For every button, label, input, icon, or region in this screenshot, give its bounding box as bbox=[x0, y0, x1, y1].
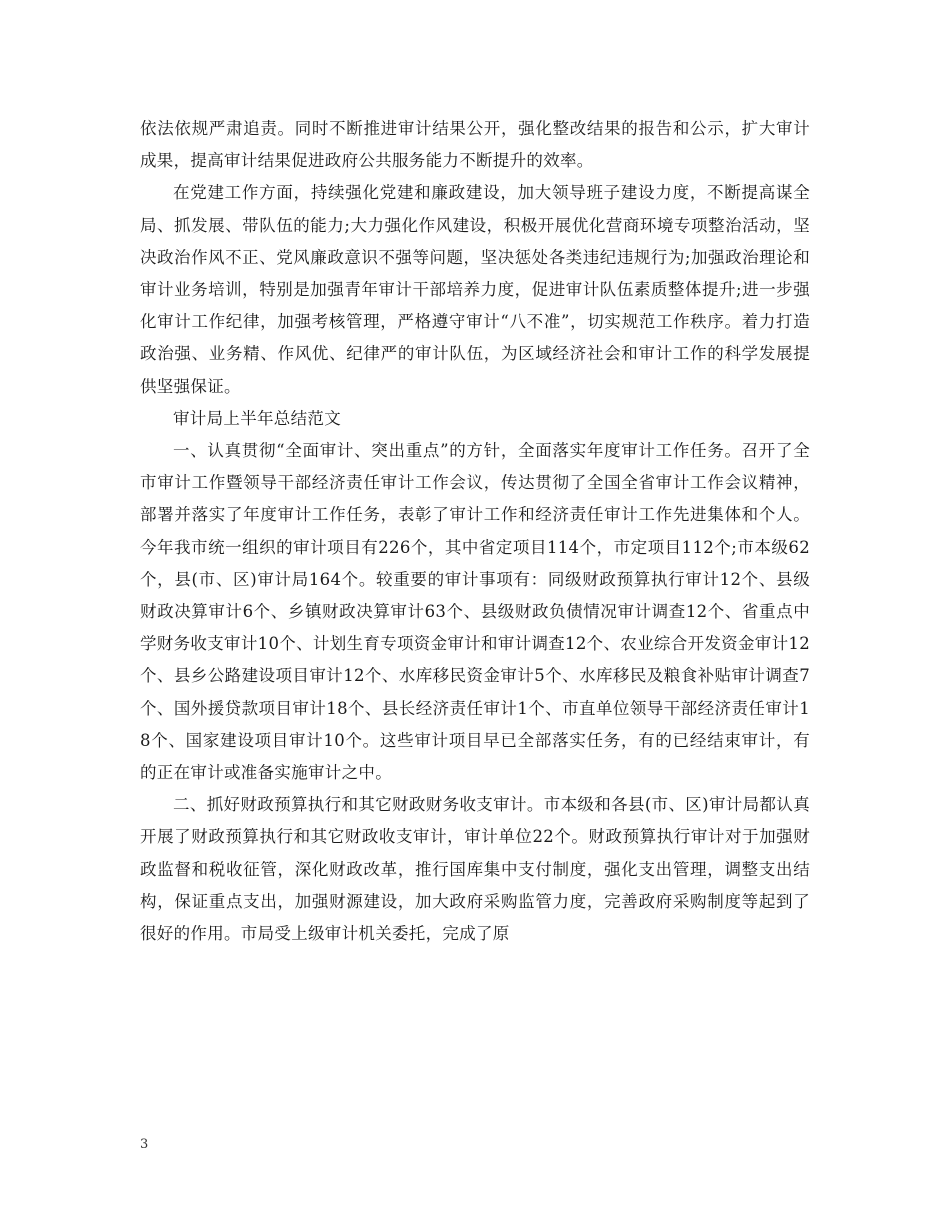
paragraph-1: 依法依规严肃追责。同时不断推进审计结果公开，强化整改结果的报告和公示，扩大审计成果，提高审计结果促进政府公共服务能力不断提升的效率。 bbox=[140, 119, 810, 171]
paragraph-2: 在党建工作方面，持续强化党建和廉政建设，加大领导班子建设力度，不断提高谋全局、抓发展、带队伍的能力;大力强化作风建设，积极开展优化营商环境专项整治活动，坚决政治作风不正、党风廉政意识不强等问题，坚决惩处各类违纪违规行为;加强政治理论和审计业务培训，特别是加强青年审计干部培养力度，促进审计队伍素质整体提升;进一步强化审计工作纪律，加强考核管理，严格遵守审计“八不准”，切实规范工作秩序。着力打造政治强、业务精、作风优、纪律严的审计队伍，为区域经济社会和审计工作的科学发展提供坚强保证。 bbox=[140, 183, 810, 396]
section-heading: 审计局上半年总结范文 bbox=[173, 408, 341, 428]
paragraph-4: 二、抓好财政预算执行和其它财政财务收支审计。市本级和各县(市、区)审计局都认真开展了财政预算执行和其它财政收支审计，审计单位22个。财政预算执行审计对于加强财政监督和税收征管，深化财政改革，推行国库集中支付制度，强化支出管理，调整支出结构，保证重点支出，加强财源建设，加大政府采购监管力度，完善政府采购制度等起到了很好的作用。市局受上级审计机关委托，完成了原 bbox=[140, 795, 810, 944]
page-number: 3 bbox=[140, 1137, 149, 1152]
paragraph-3: 一、认真贯彻“全面审计、突出重点”的方针，全面落实年度审计工作任务。召开了全市审计工作暨领导干部经济责任审计工作会议，传达贯彻了全国全省审计工作会议精神，部署并落实了年度审计工作任务，表彰了审计工作和经济责任审计工作先进集体和个人。今年我市统一组织的审计项目有226个，其中省定项目114个，市定项目112个;市本级62个，县(市、区)审计局164个。较重要的审计事项有：同级财政预算执行审计12个、县级财政决算审计6个、乡镇财政决算审计63个、县级财政负债情况审计调查12个、省重点中学财务收支审计10个、计划生育专项资金审计和审计调查12个、农业综合开发资金审计12个、县乡公路建设项目审计12个、水库移民资金审计5个、水库移民及粮食补贴审计调查7个、国外援贷款项目审计18个、县长经济责任审计1个、市直单位领导干部经济责任审计18个、国家建设项目审计10个。这些审计项目早已全部落实任务，有的已经结束审计，有的正在审计或准备实施审计之中。 bbox=[140, 441, 810, 783]
document-body bbox=[140, 113, 810, 950]
